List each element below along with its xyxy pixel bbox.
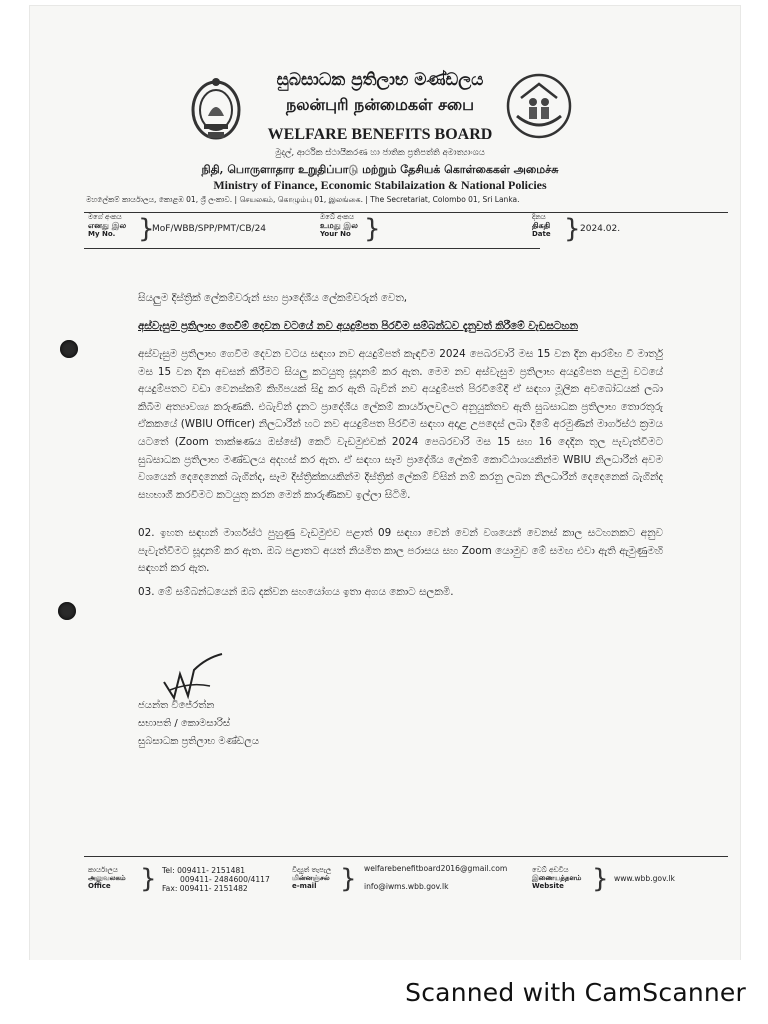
brace-icon: } [564,214,581,244]
board-name-english: WELFARE BENEFITS BOARD [267,126,493,143]
ministry-english: Ministry of Finance, Economic Stabilaization & National Policies [213,178,547,192]
header-divider-bottom [84,248,540,249]
signatory-organization: සුබසාධක ප්‍රතිලාභ මණ්ඩලය [138,736,260,747]
paragraph-3: 03. මේ සම්බන්ධයෙන් ඔබ දක්වන සහයෝගය ඉතා අගය කොට සලකමි. [138,586,454,598]
paragraph-2: 02. ඉහත සඳහන් මාර්ගස්ථ පුහුණු වැඩමුළුව පළාත් 09 සඳහා වෙන් වෙන් වශයෙන් වෙනස් කාල සටහනකට අනුව පැවැත්වීමට සූදානම් කර ඇත. ඔබ පළාතට අයත් නියමිත කාල පරාසය සහ Zoom යොමුව මේ සමඟ එවා ඇති ඇමුණුමහි සඳහන් කර ඇත. [138,527,663,575]
website-label: වෙබ් අඩවිය இணையத்தளம் Website [532,866,582,890]
letter-subject: අස්වැසුම ප්‍රතිලාභ ගෙවීම් දෙවන වටයේ නව අයදුම්පත පිරවීම සම්බන්ධව දැනුවත් කිරීමේ වැඩසටහන [138,320,578,332]
footer-divider [84,856,728,857]
email-link-2[interactable]: info@iwms.wbb.gov.lk [364,882,449,892]
email-link-1[interactable]: welfarebenefitboard2016@gmail.com [364,864,508,873]
brace-icon: } [340,864,357,894]
camscanner-watermark: Scanned with CamScanner [405,978,746,1007]
signatory-title: සභාපති / කොමසාරිස් [138,718,231,729]
email-label: විද්‍යුත් තැපැල மின்னஞ்சல் e-mail [292,866,332,890]
signatory-name: ජයන්ත විජේරත්න [138,700,215,711]
office-label: කාර්යාලය அலுவலகம் Office [88,866,126,890]
salutation: සියලුම දිස්ත්‍රික් ලේකම්වරුන් සහ ප්‍රාදේශීය ලේකම්වරුන් වෙත, [138,292,408,304]
brace-icon: } [592,864,609,894]
date-value: 2024.02. [580,224,621,234]
your-no-label: ඔබේ අංකය உமது இல Your No [320,213,358,238]
punch-hole-top [60,340,78,358]
board-name-tamil: நலன்புரி நன்மைகள் சபை [286,95,474,114]
signature-icon [160,652,230,702]
brace-icon: } [138,214,155,244]
reference-row [84,212,728,248]
my-no-value: MoF/WBB/SPP/PMT/CB/24 [152,224,267,234]
brace-icon: } [364,214,381,244]
address-line: මහලේකම් කාර්යාලය, කොළඹ 01, ශ්‍රී ලංකාව. | செயலகம், கொழும்பு 01, இலங்கை. | The Secretariat, Colombo 01, Sri Lanka. [86,195,520,204]
footer-contact [84,862,728,902]
website-link[interactable]: www.wbb.gov.lk [614,874,675,883]
ministry-sinhala: මුදල්, ආර්ථික ස්ථායීකරණ හා ජාතික ප්‍රතිපත්ති අමාත්‍යාංශය [275,148,485,158]
date-label: දිනය திகதி Date [532,213,551,238]
paragraph-1: අස්වැසුම ප්‍රතිලාභ ගෙවීම දෙවන වටය සඳහා නව අයදුම්පත් කැඳවීම 2024 පෙබරවාරි මස 15 වන දින ආරම්භ වී මාර්තු මස 15 වන දින අවසන් කිරීමට සියලු කටයුතු සූදානම් කර ඇත. මෙම නව අස්වැසුම ප්‍රතිලාභ අයදුම්පත පළමු වටයේ අයදුම්පතට වඩා වෙනස්කම් කිහිපයක් සිදු කර ඇති බැවින් නව අයදුම්පත් පිරවීමේදී ඒ සඳහා මූලික අවබෝධයක් ලබා කිබීම අත්‍යාවශ්‍ය කරුණකි. එබැවින් දැනට ප්‍රාදේශීය ලේකම් කාර්යාලවලට අනුයුක්තව ඇති සුබසාධක ප්‍රතිලාභ තොරතුරු ඒකකයේ (WBIU Officer) නිලධාරීන් හට නව අයදුම්පත පිරවීම සඳහා අදාළ උපදෙස් ලබා දීමේ අරමුණින් මාර්ගස්ථ ක්‍රමය යටතේ (Zoom තාක්ෂණය ඔස්සේ) කෙටි වැඩමුළුවක් 2024 පෙබරවාරි මස 15 සහ 16 දෙදින තුල පැවැත්වීමට සුබසාධක ප්‍රතිලාභ මණ්ඩලය අදහස් කර ඇත. ඒ සඳහා සෑම ප්‍රාදේශීය ලේකම් කොට්ඨාශයකින්ම WBIU නිලධාරීන් අවම වශයෙන් දෙදෙනෙක් බැගින්ද, සෑම දිස්ත්‍රික්කයකින්ම දිස්ත්‍රික් ලේකම් විසින් නම් කරනු ලබන නිලධාරීන් දෙදෙනෙක් බැගින්ද සහභාගී කරවීමට කටයුතු කරන මෙන් කාරුණිකව ඉල්ලා සිටිමි. [138,348,663,501]
punch-hole-bottom [58,602,76,620]
my-no-label: මගේ අංකය எனது இல My No. [88,213,127,238]
office-phones: Tel: 009411- 2151481 009411- 2484600/4117 Fax: 009411- 2151482 [162,866,270,894]
ministry-tamil: நிதி, பொருளாதார உறுதிப்பாடு மற்றும் தேசியக் கொள்கைகள் அமைச்சு [201,163,559,176]
brace-icon: } [140,864,157,894]
email-addresses [364,864,507,891]
board-name-sinhala: සුබසාධක ප්‍රතිලාභ මණ්ඩලය [276,70,484,90]
